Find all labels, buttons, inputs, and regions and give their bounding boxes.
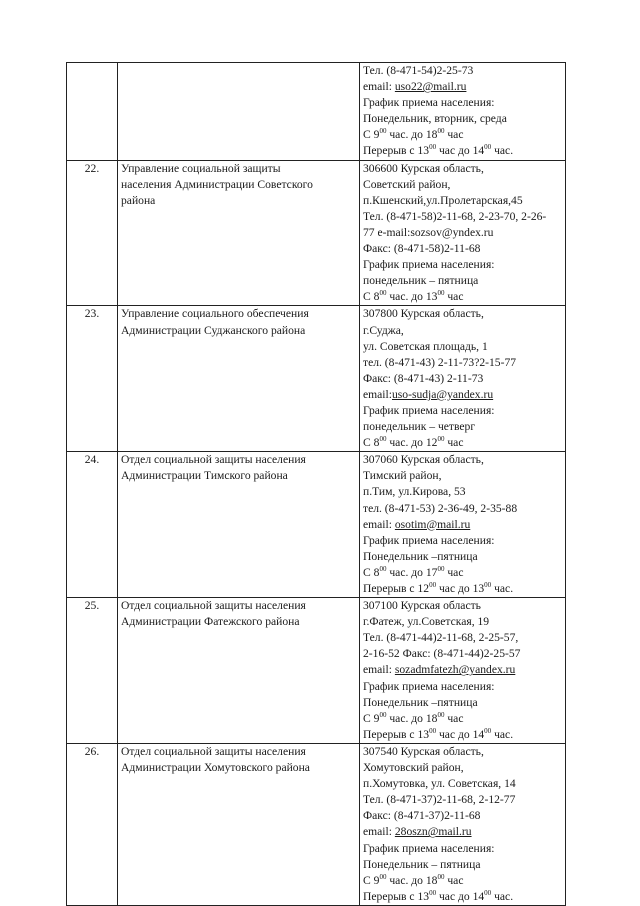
contact-line (363, 339, 565, 355)
contact-text: Перерыв с 13 (363, 889, 430, 903)
contact-text: час. до 18 (386, 873, 438, 887)
contact-text: час. до 18 (386, 128, 438, 142)
contact-text: С 9 (363, 873, 380, 887)
contact-line (363, 744, 565, 760)
contact-text: Понедельник –пятница (363, 549, 478, 563)
contact-text: час до 14 (436, 727, 485, 741)
superscript-minutes: 00 (379, 435, 387, 444)
contact-text: час. до 13 (386, 290, 438, 304)
table-row (67, 598, 566, 744)
contact-text: График приема населения: (363, 96, 495, 110)
contact-text: 307540 Курская область, (363, 744, 484, 758)
contact-text: 307800 Курская область, (363, 307, 484, 321)
organization-name-line: Отдел социальной защиты населения (121, 599, 306, 613)
contact-text: Советский район, (363, 177, 451, 191)
contact-text: Тел. (8-471-54)2-25-73 (363, 64, 474, 77)
contact-text: Тел. (8-471-44)2-11-68, 2-25-57, (363, 631, 519, 645)
contact-text: час (444, 128, 464, 142)
contact-text: п.Тим, ул.Кирова, 53 (363, 485, 466, 499)
superscript-minutes: 00 (379, 872, 387, 881)
table-row (67, 452, 566, 598)
organization-cell (118, 452, 360, 598)
contact-line (363, 484, 565, 500)
contact-line (363, 776, 565, 792)
contact-line (363, 306, 565, 322)
contact-text: тел. (8-471-53) 2-36-49, 2-35-88 (363, 501, 518, 515)
contacts-table (66, 62, 566, 906)
contact-line (363, 581, 565, 597)
contact-text: понедельник – четверг (363, 420, 476, 434)
contact-line (363, 387, 565, 403)
contact-text: час (444, 711, 464, 725)
contact-text: email: (363, 825, 395, 839)
contact-line (363, 808, 565, 824)
contact-line (363, 161, 565, 177)
contact-text: Перерыв с 12 (363, 582, 430, 595)
contact-text: понедельник – пятница (363, 274, 479, 288)
contact-text: п.Кшенский,ул.Пролетарская,45 (363, 193, 523, 207)
contact-text: График приема населения: (363, 533, 495, 547)
row-number-cell (67, 160, 118, 306)
contact-line (363, 695, 565, 711)
contact-line (363, 177, 565, 193)
contact-text: час. (491, 889, 514, 903)
contact-line (363, 857, 565, 873)
superscript-minutes: 00 (379, 564, 387, 573)
contacts-cell (360, 160, 566, 306)
row-number-cell (67, 743, 118, 905)
contact-text: Перерыв с 13 (363, 144, 430, 158)
email-link[interactable]: uso-sudja@yandex.ru (391, 387, 494, 401)
contact-line (363, 565, 565, 581)
contact-line (363, 323, 565, 339)
contact-line (363, 501, 565, 517)
contact-text: Понедельник – пятница (363, 857, 481, 871)
superscript-minutes: 00 (379, 127, 387, 136)
contact-text: ул. Советская площадь, 1 (363, 339, 488, 353)
contact-text: тел. (8-471-43) 2-11-73?2-15-77 (363, 355, 517, 369)
contact-line (363, 452, 565, 468)
contacts-cell (360, 743, 566, 905)
contact-line (363, 549, 565, 565)
contact-line (363, 371, 565, 387)
contact-line (363, 598, 565, 614)
contact-text: Хомутовский район, (363, 761, 464, 775)
organization-cell (118, 63, 360, 161)
contact-text: График приема населения: (363, 679, 495, 693)
row-number-cell (67, 306, 118, 452)
contact-text: час. (491, 582, 514, 595)
contact-text: г.Суджа, (363, 323, 404, 337)
email-link[interactable]: sozadmfatezh@yandex.ru (394, 663, 516, 677)
contact-text: График приема населения: (363, 841, 495, 855)
contact-line (363, 614, 565, 630)
organization-name-line: Управление социального обеспечения (121, 307, 309, 321)
contact-line (363, 95, 565, 111)
contacts-table-body (67, 63, 566, 906)
contact-line (363, 127, 565, 143)
superscript-minutes: 00 (437, 289, 445, 298)
superscript-minutes: 00 (437, 872, 445, 881)
contact-line (363, 792, 565, 808)
contact-text: Факс: (8-471-37)2-11-68 (363, 809, 481, 823)
contact-text: час (444, 290, 464, 304)
organization-name-line: Управление социальной защиты (121, 161, 281, 175)
organization-name-line: Администрации Хомутовского района (121, 761, 310, 775)
contact-text: час. до 17 (386, 565, 438, 579)
superscript-minutes: 00 (437, 435, 445, 444)
contact-text: email: (363, 387, 392, 401)
row-number: 24. (84, 453, 100, 467)
contact-text: Факс: (8-471-43) 2-11-73 (363, 371, 484, 385)
contact-text: С 8 (363, 565, 380, 579)
row-number: 23. (84, 307, 100, 321)
contact-text: час. (491, 727, 514, 741)
contact-text: п.Хомутовка, ул. Советская, 14 (363, 777, 516, 791)
contact-text: Тел. (8-471-37)2-11-68, 2-12-77 (363, 793, 516, 807)
contact-text: час. (491, 144, 514, 158)
contact-line (363, 727, 565, 743)
contact-line (363, 662, 565, 678)
contact-text: час до 14 (436, 144, 485, 158)
contact-line (363, 143, 565, 159)
row-number: 26. (84, 744, 100, 758)
contact-text: График приема населения: (363, 258, 495, 272)
contact-text: 307060 Курская область, (363, 453, 484, 467)
email-link[interactable]: osotim@mail.ru (394, 517, 471, 531)
contacts-cell (360, 306, 566, 452)
contact-line (363, 630, 565, 646)
organization-cell (118, 743, 360, 905)
contact-line (363, 289, 565, 305)
superscript-minutes: 00 (484, 143, 492, 152)
contact-line (363, 841, 565, 857)
table-row (67, 160, 566, 306)
organization-cell (118, 598, 360, 744)
contact-text: час (444, 873, 464, 887)
document-page (66, 62, 566, 906)
contact-line (363, 711, 565, 727)
organization-name-line: Администрации Тимского района (121, 469, 288, 483)
contact-text: час. до 12 (386, 436, 438, 450)
contacts-cell (360, 452, 566, 598)
row-number: 22. (84, 161, 100, 175)
superscript-minutes: 00 (429, 888, 437, 897)
contact-text: email: (363, 80, 395, 94)
contact-text: С 8 (363, 290, 380, 304)
superscript-minutes: 00 (437, 127, 445, 136)
contact-line (363, 79, 565, 95)
contact-line (363, 760, 565, 776)
email-link[interactable]: 28oszn@mail.ru (394, 825, 472, 839)
contact-line (363, 517, 565, 533)
contact-line (363, 111, 565, 127)
organization-cell (118, 306, 360, 452)
superscript-minutes: 00 (484, 888, 492, 897)
organization-name-line: Администрации Фатежского района (121, 615, 300, 629)
organization-name-line: Отдел социальной защиты населения (121, 744, 306, 758)
contact-line (363, 533, 565, 549)
contact-text: 2-16-52 Факс: (8-471-44)2-25-57 (363, 647, 521, 661)
row-number-cell (67, 63, 118, 161)
contact-line (363, 241, 565, 257)
contact-text: График приема населения: (363, 403, 495, 417)
contact-text: Перерыв с 13 (363, 727, 430, 741)
contact-line (363, 273, 565, 289)
email-link[interactable]: uso22@mail.ru (394, 80, 467, 94)
table-row (67, 306, 566, 452)
row-number-cell (67, 598, 118, 744)
superscript-minutes: 00 (379, 710, 387, 719)
contact-line (363, 403, 565, 419)
contact-line (363, 468, 565, 484)
table-row (67, 63, 566, 161)
contact-text: час (444, 565, 464, 579)
row-number: 25. (84, 599, 100, 613)
contact-text: Тел. (8-471-58)2-11-68, 2-23-70, 2-26- (363, 209, 547, 223)
superscript-minutes: 00 (429, 143, 437, 152)
contact-text: час до 14 (436, 889, 485, 903)
organization-name-line: района (121, 193, 156, 207)
contact-text: Понедельник, вторник, среда (363, 112, 507, 126)
contact-text: час (444, 436, 464, 450)
contact-text: 306600 Курская область, (363, 161, 484, 175)
contact-text: 307100 Курская область (363, 599, 481, 613)
superscript-minutes: 00 (437, 564, 445, 573)
table-row (67, 743, 566, 905)
contact-line (363, 257, 565, 273)
contacts-cell (360, 598, 566, 744)
contact-text: Понедельник –пятница (363, 695, 478, 709)
contact-text: час до 13 (436, 582, 485, 595)
organization-name-line: Отдел социальной защиты населения (121, 453, 306, 467)
contact-line (363, 225, 565, 241)
superscript-minutes: 00 (379, 289, 387, 298)
contacts-cell (360, 63, 566, 161)
contact-line (363, 824, 565, 840)
contact-line (363, 646, 565, 662)
organization-name-line: Администрации Суджанского района (121, 323, 306, 337)
organization-cell (118, 160, 360, 306)
contact-line (363, 63, 565, 79)
contact-text: С 9 (363, 128, 380, 142)
contact-text: С 8 (363, 436, 380, 450)
superscript-minutes: 00 (429, 726, 437, 735)
contact-line (363, 209, 565, 225)
contact-line (363, 889, 565, 905)
superscript-minutes: 00 (484, 581, 492, 589)
contact-text: email: (363, 517, 395, 531)
contact-line (363, 679, 565, 695)
contact-line (363, 355, 565, 371)
superscript-minutes: 00 (429, 581, 437, 589)
contact-line (363, 435, 565, 451)
organization-name-line: населения Администрации Советского (121, 177, 313, 191)
contact-text: Тимский район, (363, 469, 442, 483)
contact-line (363, 873, 565, 889)
superscript-minutes: 00 (484, 726, 492, 735)
contact-text: г.Фатеж, ул.Советская, 19 (363, 615, 490, 629)
contact-line (363, 193, 565, 209)
contact-text: С 9 (363, 711, 380, 725)
row-number-cell (67, 452, 118, 598)
contact-text: 77 e-mail:sozsov@yndex.ru (363, 225, 494, 239)
contact-line (363, 419, 565, 435)
superscript-minutes: 00 (437, 710, 445, 719)
contact-text: Факс: (8-471-58)2-11-68 (363, 242, 481, 256)
contact-text: email: (363, 663, 395, 677)
contact-text: час. до 18 (386, 711, 438, 725)
